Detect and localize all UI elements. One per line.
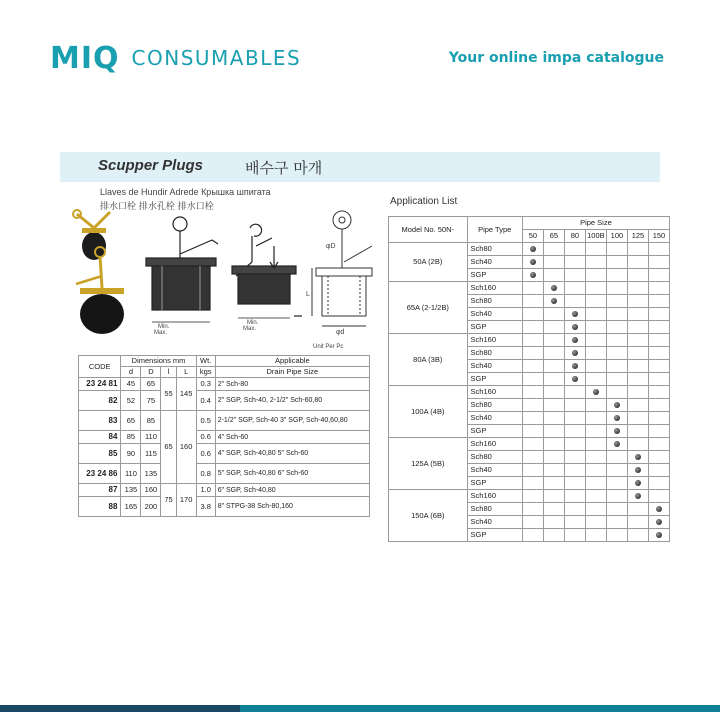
- size-cell: [585, 347, 606, 360]
- table-row: 84 85 110 0.6 4" Sch-60: [79, 431, 370, 444]
- size-cell: [585, 399, 606, 412]
- applicable-dot-icon: [614, 415, 620, 421]
- applicable-dot-icon: [572, 311, 578, 317]
- size-cell: [564, 490, 585, 503]
- size-cell: [522, 295, 543, 308]
- table-header-row: [79, 367, 370, 378]
- size-cell: [522, 529, 543, 542]
- pipe-type: SGP: [467, 477, 522, 490]
- size-cell: [648, 386, 669, 399]
- svg-text:Max.: Max.: [154, 330, 168, 336]
- col-weight: Wt.: [196, 356, 215, 367]
- size-cell: [522, 308, 543, 321]
- size-cell: [606, 386, 627, 399]
- applicable-dot-icon: [656, 532, 662, 538]
- table-row: 23 24 81 45 65 55 145 0.3 2" Sch-80: [79, 378, 370, 391]
- size-cell: [543, 321, 564, 334]
- size-cell: [543, 360, 564, 373]
- size-cell: [627, 334, 648, 347]
- col-code: CODE: [79, 356, 121, 378]
- size-cell: [522, 243, 543, 256]
- applicable-dot-icon: [530, 246, 536, 252]
- size-cell: [585, 334, 606, 347]
- application-list-title: Application List: [390, 196, 458, 207]
- size-cell: [585, 360, 606, 373]
- size-cell: [627, 243, 648, 256]
- size-cell: [564, 516, 585, 529]
- pipe-type: Sch80: [467, 503, 522, 516]
- product-subtitle-multilingual: Llaves de Hundir Adrede Крышка шпигата: [100, 187, 271, 197]
- size-cell: [585, 373, 606, 386]
- plug-drawing-2: [232, 224, 302, 318]
- size-cell: [606, 256, 627, 269]
- size-cell: [522, 321, 543, 334]
- size-cell: [522, 373, 543, 386]
- size-cell: [564, 451, 585, 464]
- col-d: d: [121, 367, 141, 378]
- size-cell: [564, 321, 585, 334]
- pipe-type: SGP: [467, 425, 522, 438]
- table-row: [389, 386, 670, 399]
- size-cell: [522, 464, 543, 477]
- size-cell: [543, 295, 564, 308]
- size-cell: [648, 308, 669, 321]
- size-cell: [543, 334, 564, 347]
- size-cell: [585, 386, 606, 399]
- size-cell: [564, 477, 585, 490]
- table-row: [389, 490, 670, 503]
- model-label: 50A (2B): [389, 243, 468, 282]
- size-cell: [627, 321, 648, 334]
- size-cell: [543, 412, 564, 425]
- model-label: 125A (5B): [389, 438, 468, 490]
- size-cell: [522, 386, 543, 399]
- col-dimensions: Dimensions mm: [121, 356, 196, 367]
- size-cell: [564, 295, 585, 308]
- size-cell: [585, 308, 606, 321]
- pipe-type: Sch160: [467, 386, 522, 399]
- pipe-type: Sch160: [467, 438, 522, 451]
- pipe-type: SGP: [467, 373, 522, 386]
- size-cell: [522, 438, 543, 451]
- pipe-type: Sch160: [467, 490, 522, 503]
- size-cell: [648, 412, 669, 425]
- size-cell: [585, 490, 606, 503]
- table-row: 82 52 75 0.4 2" SGP, Sch-40, 2-1/2" Sch-60,80: [79, 391, 370, 411]
- size-cell: [648, 360, 669, 373]
- applicable-dot-icon: [614, 402, 620, 408]
- col-pipe-type: Pipe Type: [467, 217, 522, 243]
- size-cell: [543, 308, 564, 321]
- table-row: 88 165 200 3.8 8" STPG-38 Sch-80,160: [79, 497, 370, 517]
- col-l: l: [161, 367, 176, 378]
- size-cell: [543, 477, 564, 490]
- size-cell: [648, 529, 669, 542]
- size-cell: [585, 516, 606, 529]
- size-cell: [648, 334, 669, 347]
- size-cell: [627, 399, 648, 412]
- size-cell: [522, 282, 543, 295]
- size-cell: [606, 334, 627, 347]
- size-cell: [543, 373, 564, 386]
- size-cell: [543, 490, 564, 503]
- size-cell: [627, 282, 648, 295]
- size-cell: [648, 399, 669, 412]
- table-header-row: [79, 356, 370, 367]
- size-cell: [606, 282, 627, 295]
- size-cell: [606, 321, 627, 334]
- size-cell: [564, 529, 585, 542]
- size-cell: [585, 503, 606, 516]
- size-cell: [564, 386, 585, 399]
- size-cell: [585, 321, 606, 334]
- logo-name: CONSUMABLES: [131, 46, 302, 70]
- size-cell: [648, 516, 669, 529]
- size-cell: [585, 477, 606, 490]
- pipe-type: Sch80: [467, 451, 522, 464]
- size-cell: [648, 451, 669, 464]
- col-weight-unit: kgs: [196, 367, 215, 378]
- applicable-dot-icon: [656, 506, 662, 512]
- size-cell: [543, 451, 564, 464]
- size-cell: [522, 516, 543, 529]
- size-cell: [564, 334, 585, 347]
- size-header: 50: [522, 230, 543, 243]
- pipe-type: Sch80: [467, 347, 522, 360]
- size-cell: [648, 243, 669, 256]
- size-cell: [606, 490, 627, 503]
- size-cell: [522, 412, 543, 425]
- size-cell: [627, 360, 648, 373]
- size-cell: [522, 425, 543, 438]
- size-cell: [543, 347, 564, 360]
- applicable-dot-icon: [551, 298, 557, 304]
- size-cell: [585, 438, 606, 451]
- size-cell: [585, 256, 606, 269]
- size-cell: [627, 516, 648, 529]
- pipe-type: SGP: [467, 529, 522, 542]
- model-label: 100A (4B): [389, 386, 468, 438]
- applicable-dot-icon: [614, 428, 620, 434]
- tagline: Your online impa catalogue: [448, 50, 664, 66]
- size-cell: [627, 477, 648, 490]
- size-cell: [543, 503, 564, 516]
- svg-text:φd: φd: [336, 329, 345, 336]
- size-cell: [564, 360, 585, 373]
- size-cell: [648, 347, 669, 360]
- col-L: L: [176, 367, 196, 378]
- size-cell: [627, 451, 648, 464]
- size-cell: [606, 243, 627, 256]
- size-cell: [627, 529, 648, 542]
- product-subtitle-asian: 排水口栓 排水孔栓 排水口栓: [100, 202, 214, 212]
- dimensions-table: [78, 355, 370, 517]
- applicable-dot-icon: [656, 519, 662, 525]
- applicable-dot-icon: [635, 454, 641, 460]
- product-title: Scupper Plugs: [98, 157, 204, 174]
- size-cell: [627, 269, 648, 282]
- size-cell: [543, 243, 564, 256]
- size-cell: [627, 295, 648, 308]
- size-cell: [585, 425, 606, 438]
- table-row: [389, 438, 670, 451]
- pipe-type: Sch40: [467, 412, 522, 425]
- size-header: 100: [606, 230, 627, 243]
- size-cell: [522, 347, 543, 360]
- svg-text:φD: φD: [326, 243, 336, 250]
- table-row: [389, 334, 670, 347]
- applicable-dot-icon: [614, 441, 620, 447]
- size-cell: [585, 451, 606, 464]
- size-cell: [585, 282, 606, 295]
- size-cell: [522, 490, 543, 503]
- size-header: 80: [564, 230, 585, 243]
- size-cell: [543, 438, 564, 451]
- size-cell: [606, 425, 627, 438]
- size-cell: [606, 529, 627, 542]
- size-header: 125: [627, 230, 648, 243]
- size-cell: [543, 282, 564, 295]
- size-cell: [522, 503, 543, 516]
- pipe-type: SGP: [467, 321, 522, 334]
- product-title-korean: 배수구 마개: [245, 159, 323, 177]
- size-cell: [585, 529, 606, 542]
- size-cell: [606, 412, 627, 425]
- pipe-type: Sch160: [467, 282, 522, 295]
- size-cell: [543, 256, 564, 269]
- unit-label: Unit Per Pc: [313, 344, 344, 350]
- size-cell: [606, 516, 627, 529]
- size-cell: [522, 451, 543, 464]
- size-cell: [627, 438, 648, 451]
- col-pipe-size: Pipe Size: [522, 217, 669, 230]
- size-cell: [606, 503, 627, 516]
- footer-bar-accent: [0, 705, 240, 712]
- applicable-dot-icon: [530, 272, 536, 278]
- application-table: [388, 216, 670, 542]
- size-cell: [606, 477, 627, 490]
- pipe-type: Sch40: [467, 308, 522, 321]
- size-cell: [606, 360, 627, 373]
- size-cell: [564, 243, 585, 256]
- size-cell: [543, 269, 564, 282]
- size-cell: [543, 516, 564, 529]
- size-cell: [564, 425, 585, 438]
- pipe-type: Sch80: [467, 399, 522, 412]
- size-cell: [627, 425, 648, 438]
- size-cell: [648, 503, 669, 516]
- applicable-dot-icon: [572, 363, 578, 369]
- svg-text:L: L: [306, 291, 310, 298]
- pipe-type: Sch40: [467, 516, 522, 529]
- applicable-dot-icon: [572, 337, 578, 343]
- size-cell: [543, 529, 564, 542]
- size-cell: [606, 308, 627, 321]
- size-cell: [627, 373, 648, 386]
- col-drain-2: Drain Pipe Size: [215, 367, 369, 378]
- model-label: 150A (6B): [389, 490, 468, 542]
- size-cell: [522, 269, 543, 282]
- size-header: 150: [648, 230, 669, 243]
- size-cell: [627, 256, 648, 269]
- size-cell: [606, 295, 627, 308]
- applicable-dot-icon: [635, 493, 641, 499]
- model-label: 65A (2-1/2B): [389, 282, 468, 334]
- model-label: 80A (3B): [389, 334, 468, 386]
- size-cell: [627, 347, 648, 360]
- size-cell: [522, 399, 543, 412]
- size-cell: [648, 269, 669, 282]
- pipe-type: Sch40: [467, 256, 522, 269]
- pipe-type: Sch40: [467, 464, 522, 477]
- size-cell: [627, 308, 648, 321]
- table-row: 85 90 115 0.6 4" SGP, Sch-40,80 5" Sch-60: [79, 444, 370, 464]
- col-drain: Applicable: [215, 356, 369, 367]
- size-cell: [585, 412, 606, 425]
- size-cell: [564, 308, 585, 321]
- size-cell: [648, 282, 669, 295]
- size-cell: [648, 321, 669, 334]
- pipe-type: Sch160: [467, 334, 522, 347]
- size-cell: [564, 503, 585, 516]
- table-row: [389, 243, 670, 256]
- svg-text:Min.: Min.: [158, 324, 170, 330]
- size-cell: [627, 412, 648, 425]
- size-cell: [564, 412, 585, 425]
- size-cell: [564, 256, 585, 269]
- size-cell: [585, 269, 606, 282]
- pipe-type: Sch80: [467, 295, 522, 308]
- size-cell: [585, 295, 606, 308]
- applicable-dot-icon: [635, 480, 641, 486]
- size-cell: [522, 360, 543, 373]
- size-cell: [522, 334, 543, 347]
- size-cell: [648, 373, 669, 386]
- size-cell: [543, 399, 564, 412]
- size-cell: [606, 451, 627, 464]
- size-cell: [648, 295, 669, 308]
- size-cell: [564, 269, 585, 282]
- size-cell: [564, 399, 585, 412]
- col-D: D: [141, 367, 161, 378]
- size-header: 100B: [585, 230, 606, 243]
- size-cell: [543, 425, 564, 438]
- size-cell: [606, 438, 627, 451]
- size-cell: [648, 425, 669, 438]
- size-cell: [648, 464, 669, 477]
- table-row: 83 65 85 65 160 0.5 2-1/2" SGP, Sch-40 3" SGP, Sch-40,60,80: [79, 411, 370, 431]
- size-cell: [585, 464, 606, 477]
- size-cell: [564, 464, 585, 477]
- table-row: 87 135 160 75 170 1.0 6" SGP, Sch-40,80: [79, 484, 370, 497]
- product-drawings: [72, 206, 382, 356]
- app-header-row: [389, 217, 670, 230]
- applicable-dot-icon: [593, 389, 599, 395]
- applicable-dot-icon: [635, 467, 641, 473]
- applicable-dot-icon: [530, 259, 536, 265]
- plug-drawing-1: [146, 217, 218, 322]
- plug-drawing-3: [312, 211, 372, 326]
- pipe-type: SGP: [467, 269, 522, 282]
- logo-mark: MIQ: [50, 40, 120, 76]
- size-cell: [627, 503, 648, 516]
- col-model: Model No. 50N-: [389, 217, 468, 243]
- size-cell: [648, 477, 669, 490]
- size-cell: [648, 256, 669, 269]
- size-header: 65: [543, 230, 564, 243]
- size-cell: [627, 490, 648, 503]
- size-cell: [627, 464, 648, 477]
- plug-photo-2: [76, 247, 124, 334]
- size-cell: [543, 386, 564, 399]
- pipe-type: Sch40: [467, 360, 522, 373]
- applicable-dot-icon: [572, 376, 578, 382]
- size-cell: [522, 477, 543, 490]
- pipe-type: Sch80: [467, 243, 522, 256]
- size-cell: [627, 386, 648, 399]
- size-cell: [606, 373, 627, 386]
- size-cell: [564, 282, 585, 295]
- table-row: [389, 282, 670, 295]
- brand-logo: [50, 40, 301, 76]
- size-cell: [606, 464, 627, 477]
- size-cell: [606, 269, 627, 282]
- applicable-dot-icon: [551, 285, 557, 291]
- size-cell: [606, 347, 627, 360]
- svg-text:Max.: Max.: [243, 326, 257, 332]
- size-cell: [543, 464, 564, 477]
- size-cell: [564, 373, 585, 386]
- applicable-dot-icon: [572, 324, 578, 330]
- size-cell: [585, 243, 606, 256]
- applicable-dot-icon: [572, 350, 578, 356]
- size-cell: [564, 347, 585, 360]
- size-cell: [648, 438, 669, 451]
- size-cell: [564, 438, 585, 451]
- size-cell: [606, 399, 627, 412]
- table-row: 23 24 86 110 135 0.8 5" SGP, Sch-40,80 6" Sch-60: [79, 464, 370, 484]
- size-cell: [648, 490, 669, 503]
- svg-text:Min.: Min.: [247, 320, 259, 326]
- size-cell: [522, 256, 543, 269]
